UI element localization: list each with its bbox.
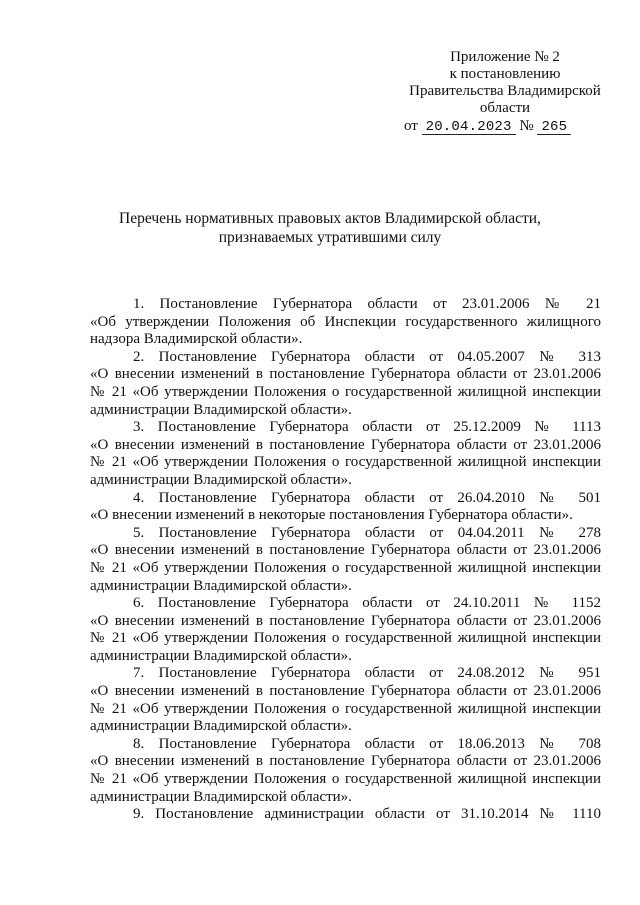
list-item <box>90 349 601 419</box>
list-item-text: № 21 «Об утверждении Положения о государственной жилищной инспекции <box>90 700 601 717</box>
list-item-heading: 3. Постановление Губернатора области от 25.12.2009 № 1113 <box>133 419 601 436</box>
appendix-number: Приложение № 2 <box>450 49 560 65</box>
date-prefix: от <box>404 118 418 134</box>
list-item-text: администрации Владимирской области». <box>90 471 352 488</box>
list-item-heading: 2. Постановление Губернатора области от 04.05.2007 № 313 <box>133 348 601 365</box>
list-item-text: администрации Владимирской области». <box>90 401 352 418</box>
list-item-text: № 21 «Об утверждении Положения о государственной жилищной инспекции <box>90 383 601 400</box>
list-item-text: «Об утверждении Положения об Инспекции государственного жилищного <box>90 313 601 330</box>
list-item-heading: 5. Постановление Губернатора области от 04.04.2011 № 278 <box>133 524 601 541</box>
list-item-text: надзора Владимирской области». <box>90 331 303 348</box>
list-item-text: № 21 «Об утверждении Положения о государственной жилищной инспекции <box>90 559 601 576</box>
list-item-text: администрации Владимирской области». <box>90 788 352 805</box>
list-item-heading: 8. Постановление Губернатора области от 18.06.2013 № 708 <box>133 735 601 752</box>
appendix-date-line <box>404 118 571 135</box>
list-item-text: администрации Владимирской области». <box>90 577 352 594</box>
list-item-text: «О внесении изменений в постановление Губернатора области от 23.01.2006 <box>90 366 601 383</box>
document-title <box>60 209 600 247</box>
list-item-text: администрации Владимирской области». <box>90 718 352 735</box>
list-item-heading: 1. Постановление Губернатора области от 23.01.2006 № 21 <box>133 296 601 312</box>
list-item <box>90 665 601 735</box>
resolution-date: 20.04.2023 <box>422 120 516 135</box>
acts-list <box>90 296 601 824</box>
list-item <box>90 525 601 595</box>
list-item-text: «О внесении изменений в постановление Губернатора области от 23.01.2006 <box>90 753 601 770</box>
list-item <box>90 736 601 806</box>
list-item-text: «О внесении изменений в постановление Губернатора области от 23.01.2006 <box>90 436 601 453</box>
list-item-text: «О внесении изменений в постановление Губернатора области от 23.01.2006 <box>90 612 601 629</box>
list-item <box>90 806 601 824</box>
title-line-2: признаваемых утратившими силу <box>218 229 442 246</box>
appendix-government: Правительства Владимирской <box>409 83 601 99</box>
list-item <box>90 296 601 349</box>
list-item-heading: 6. Постановление Губернатора области от 24.10.2011 № 1152 <box>133 595 601 612</box>
list-item-heading: 9. Постановление администрации области от 31.10.2014 № 1110 <box>133 806 601 823</box>
list-item <box>90 595 601 665</box>
list-item-text: «О внесении изменений в некоторые постановления Губернатора области». <box>90 507 573 524</box>
list-item-text: «О внесении изменений в постановление Губернатора области от 23.01.2006 <box>90 683 601 700</box>
title-line-1: Перечень нормативных правовых актов Владимирской области, <box>119 210 541 227</box>
list-item <box>90 490 601 525</box>
list-item-text: «О внесении изменений в постановление Губернатора области от 23.01.2006 <box>90 542 601 559</box>
list-item-text: № 21 «Об утверждении Положения о государственной жилищной инспекции <box>90 454 601 471</box>
list-item <box>90 419 601 489</box>
appendix-resolution-ref: к постановлению <box>449 66 561 82</box>
appendix-region: области <box>479 100 531 116</box>
list-item-text: администрации Владимирской области». <box>90 647 352 664</box>
resolution-number: 265 <box>537 120 571 135</box>
list-item-text: № 21 «Об утверждении Положения о государственной жилищной инспекции <box>90 630 601 647</box>
list-item-heading: 7. Постановление Губернатора области от 24.08.2012 № 951 <box>133 665 601 682</box>
list-item-heading: 4. Постановление Губернатора области от 26.04.2010 № 501 <box>133 489 601 506</box>
appendix-header <box>400 49 610 117</box>
number-prefix: № <box>519 118 534 134</box>
list-item-text: № 21 «Об утверждении Положения о государственной жилищной инспекции <box>90 771 601 788</box>
